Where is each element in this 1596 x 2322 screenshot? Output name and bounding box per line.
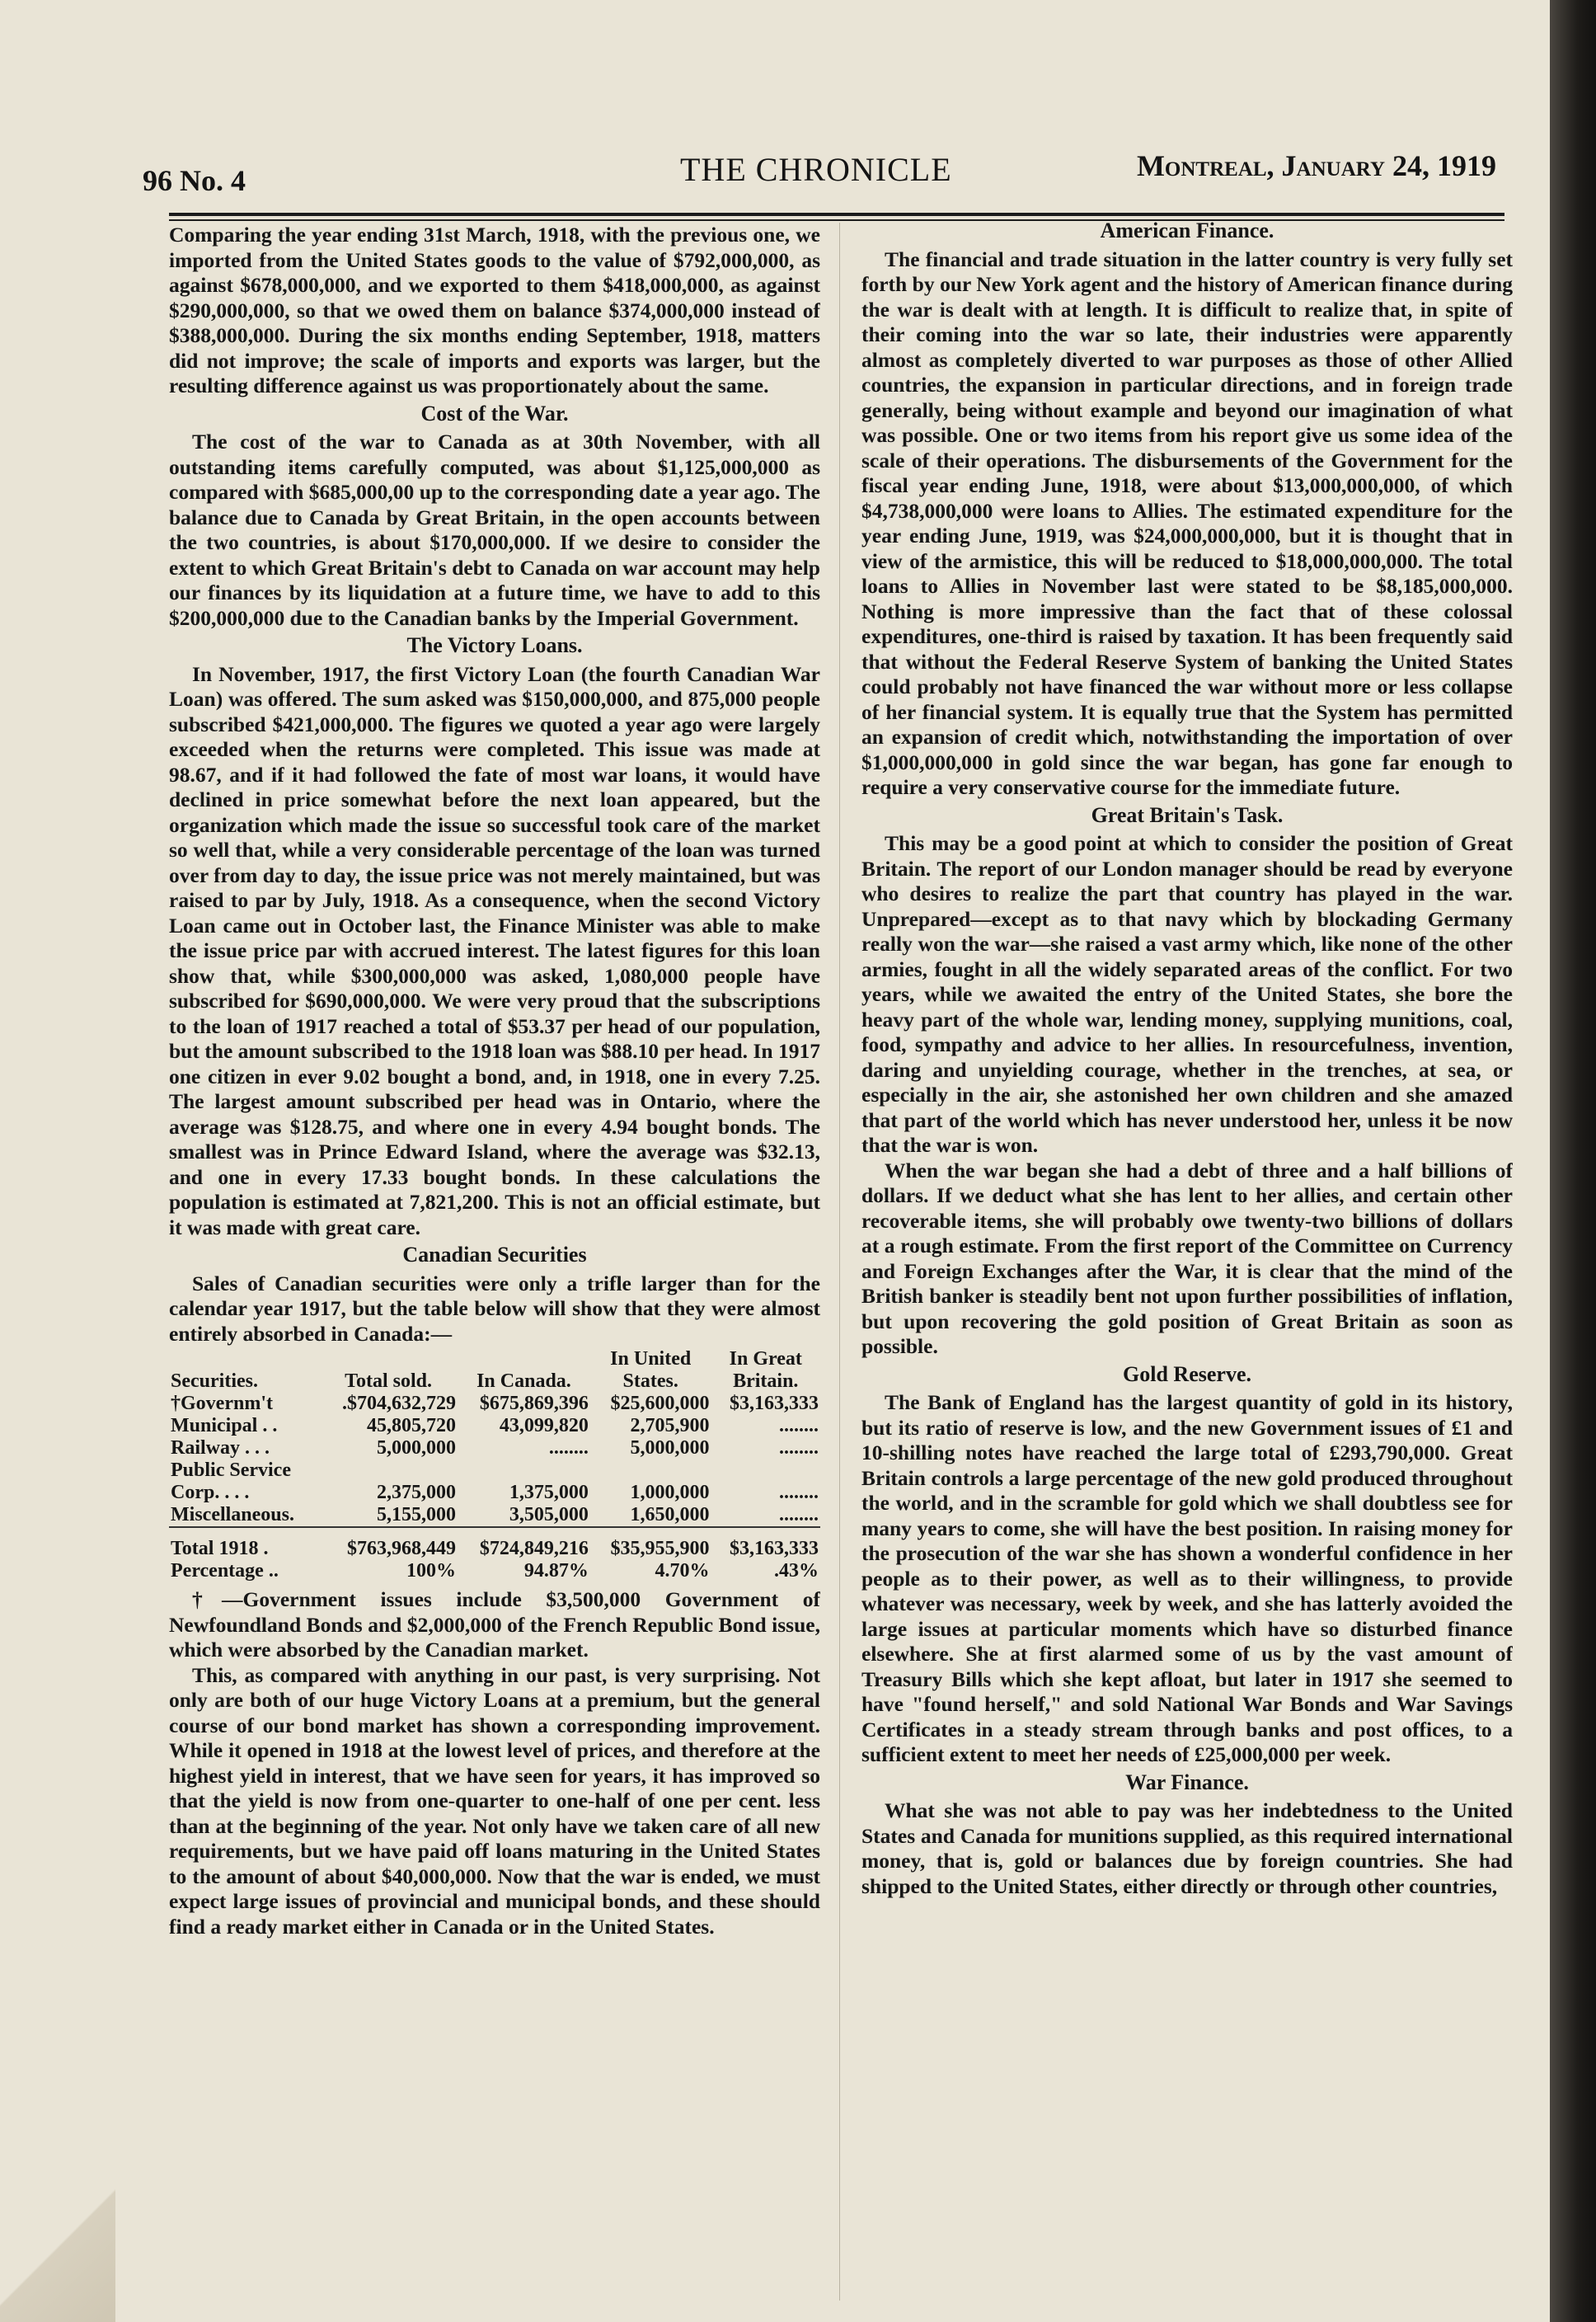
paragraph-securities-intro: Sales of Canadian securities were only a trifle larger than for the calendar year 1917, but the table below will show that they were almost entirely absorbed in Canada:— (169, 1271, 820, 1346)
left-column (169, 223, 820, 2301)
paragraph-cost: The cost of the war to Canada as at 30th November, with all outstanding items carefully computed, was about $1,125,000,000 as compared with $685,000,00 up to the corresponding date a year ago. The balance due to Canada by Great Britain, in the open accounts between the two countries, is about $170,000,000. If we desire to consider the extent to which Great Britain's debt to Canada on war account may help our finances by its liquidation at a future time, we have to add to this $200,000,000 due to the Canadian banks by the Imperial Government. (169, 430, 820, 630)
table-total-row: Total 1918 . $763,968,449 $724,849,216 $35,955,900 $3,163,333 (169, 1527, 820, 1560)
paragraph-footnote: †—Government issues include $3,500,000 Government of Newfoundland Bonds and $2,000,000 of the French Republic Bond issue, which were absorbed by the Canadian market. (169, 1587, 820, 1662)
paragraph-victory: In November, 1917, the first Victory Loan (the fourth Canadian War Loan) was offered. The sum asked was $150,000,000, and 875,000 people subscribed $421,000,000. The figures we quoted a year ago were largely exceeded when the returns were completed. This issue was made at 98.67, and if it had followed the fate of most war loans, it would have declined in price somewhat before the next loan appeared, but the organization which made the issue so successful took care of the market so well that, while a very considerable percentage of the loan was turned over from day to day, the issue price was not merely maintained, but was raised to par by July, 1918. As a consequence, when the second Victory Loan came out in October last, the Finance Minister was able to make the issue price par with accrued interest. The latest figures for this loan show that, while $300,000,000 was asked, 1,080,000 people have subscribed for $690,000,000. We were very proud that the subscriptions to the loan of 1917 reached a total of $53.37 per head of our population, but the amount subscribed to the 1918 loan was $88.10 per head. In 1917 one citizen in ever 9.02 bought a bond, and, in 1918, one in every 7.25. The largest amount subscribed per head was in Ontario, where the average was $128.75, and where one in every 4.94 bought bonds. The smallest was in Prince Edward Island, where the average was $32.13, and one in every 17.33 bought bonds. In these calculations the population is estimated at 7,821,200. This is not an official estimate, but it was made with great care. (169, 661, 820, 1239)
paragraph-gold: The Bank of England has the largest quantity of gold in its history, but its ratio of reserve is low, and the new Government issues of £1 and 10-shilling notes have reached the large total of £293,790,000. Great Britain controls a large percentage of the new gold produced throughout the world, and in the scramble for gold which we shall doubtless see for many years to come, she will have the best position. In raising money for the prosecution of the war she has shown a wonderful confidence in her people as to their power, as well as to their willingness, to provide whatever was necessary, week by week, and she has latterly avoided the large issues at particular moments which have so disturbed finance elsewhere. She at first alarmed some of us by the vast amount of Treasury Bills which she kept afloat, but later in 1917 she seemed to have "found herself," and sold National War Bonds and War Savings Certificates in a steady stream through banks and post offices, to a sufficient extent to meet her needs of £25,000,000 per week. (861, 1390, 1513, 1766)
page-number: 96 No. 4 (143, 164, 246, 197)
table-row: Miscellaneous. 5,155,000 3,505,000 1,650,000 ........ (171, 1504, 819, 1525)
heading-american-finance: American Finance. (1100, 219, 1274, 242)
table-percentage-row: Percentage .. 100% 94.87% 4.70% .43% (171, 1560, 819, 1582)
publication-title: THE CHRONICLE (680, 151, 952, 188)
heading-canadian-securities: Canadian Securities (402, 1243, 587, 1267)
heading-victory-loans: The Victory Loans. (406, 633, 583, 657)
heading-war-finance: War Finance. (1125, 1770, 1249, 1794)
table-row: Public Service (171, 1459, 291, 1481)
table-row: Municipal . . 45,805,720 43,099,820 2,705,900 ........ (171, 1415, 819, 1436)
column-divider (839, 223, 840, 2301)
table-header: Securities. Total sold. In Canada. States. Britain. (171, 1370, 799, 1392)
date-line: Montreal, January 24, 1919 (1136, 149, 1496, 182)
table-row: Corp. . . . 2,375,000 1,375,000 1,000,000 ........ (171, 1482, 819, 1503)
paragraph-debt: When the war began she had a debt of three and a half billions of dollars. If we deduct what she has lent to her allies, and certain other recoverable items, she will probably owe twenty-two billions of dollars at a rough estimate. From the first report of the Committee on Currency and Foreign Exchanges after the War, it is clear that the mind of the British banker is steadily bent not upon further possibilities of inflation, but upon recovering the gold position of Great Britain as soon as possible. (861, 1158, 1513, 1358)
paragraph-war-finance: What she was not able to pay was her indebtedness to the United States and Canada for munitions supplied, as this required international money, that is, gold or balances due by foreign countries. She had shipped to the United States, either directly or through other countries, (861, 1798, 1513, 1898)
paragraph-american: The financial and trade situation in the latter country is very fully set forth by our New York agent and the history of American finance during the war is dealt with at length. It is difficult to realize that, in spite of their coming into the war so late, their industries were apparently almost as completely diverted to war purposes as those of other Allied countries, the expansion in particular directions, and in foreign trade generally, being without example and beyond our imagination of what was possible. One or two items from his report give us some idea of the scale of their operations. The disbursements of the Government for the fiscal year ending June, 1918, were about $13,000,000,000, of which $4,738,000,000 were loans to Allies. The estimated expenditure for the year ending June, 1919, was $24,000,000,000, but it is thought that in view of the armistice, this will be reduced to $18,000,000,000. The total loans to Allies in November last were stated to be $8,185,000,000. Nothing is more impressive than the fact that of these colossal expenditures, one-third is raised by taxation. It has been frequently said that without the Federal Reserve System of banking the United States could probably not have financed the war without more or less collapse of her financial system. It is equally true that the System has permitted an expansion of credit which, notwithstanding the importation of over $1,000,000,000 in gold since the war began, has gone far enough to require a very conservative course for the immediate future. (861, 247, 1513, 799)
book-binding-edge (1550, 0, 1596, 2322)
table-row: Railway . . . 5,000,000 ........ 5,000,000 ........ (171, 1437, 819, 1459)
heading-cost-of-war: Cost of the War. (420, 401, 569, 425)
page-header (136, 132, 1504, 198)
securities-table (169, 1348, 820, 1582)
paragraph-britain: This may be a good point at which to consider the position of Great Britain. The report of our London manager should be read by everyone who desires to realize the part that country has played in the war. Unprepared—except as to that navy which by blockading Germany really won the war—she raised a vast army which, like none of the other armies, fought in all the widely separated areas of the conflict. For two years, while we awaited the entry of the United States, she bore the heavy part of the whole war, lending money, supplying munitions, coal, food, sympathy and advice to her allies. In resourcefulness, invention, daring and unyielding courage, whether in the trenches, at sea, or especially in the air, she astonished her own children and she amazed that part of the world which has never understood her, unless it be now that the war is won. (861, 831, 1513, 1157)
right-column (861, 216, 1513, 2294)
page-corner-fold (0, 2141, 115, 2322)
heading-great-britain-task: Great Britain's Task. (1091, 802, 1284, 827)
table-row: †Governm't .$704,632,729 $675,869,396 $25,600,000 $3,163,333 (171, 1393, 819, 1414)
paragraph-imports: Comparing the year ending 31st March, 1918, with the previous one, we imported from the United States goods to the value of $792,000,000, as against $678,000,000, and we exported to them $418,000,000, as against $290,000,000, so that we owed them on balance $374,000,000 instead of $388,000,000. During the six months ending September, 1918, matters did not improve; the scale of imports and exports was larger, but the resulting difference against us was proportionately about the same. (169, 223, 820, 397)
table-header-top: In United In Great (610, 1348, 802, 1370)
paragraph-bond-market: This, as compared with anything in our past, is very surprising. Not only are both of our huge Victory Loans at a premium, but the general course of our bond market has shown a corresponding improvement. While it opened in 1918 at the lowest level of prices, and therefore at the highest yield in interest, that we have seen for years, it has improved so that the yield is now from one-quarter to one-half of one per cent. less than at the beginning of the year. Not only have we taken care of all new requirements, but we have paid off loans maturing in the United States to the amount of about $40,000,000. Now that the war is ended, we must expect large issues of provincial and municipal bonds, and these should find a ready market either in Canada or in the United States. (169, 1662, 820, 1939)
heading-gold-reserve: Gold Reserve. (1123, 1361, 1251, 1386)
